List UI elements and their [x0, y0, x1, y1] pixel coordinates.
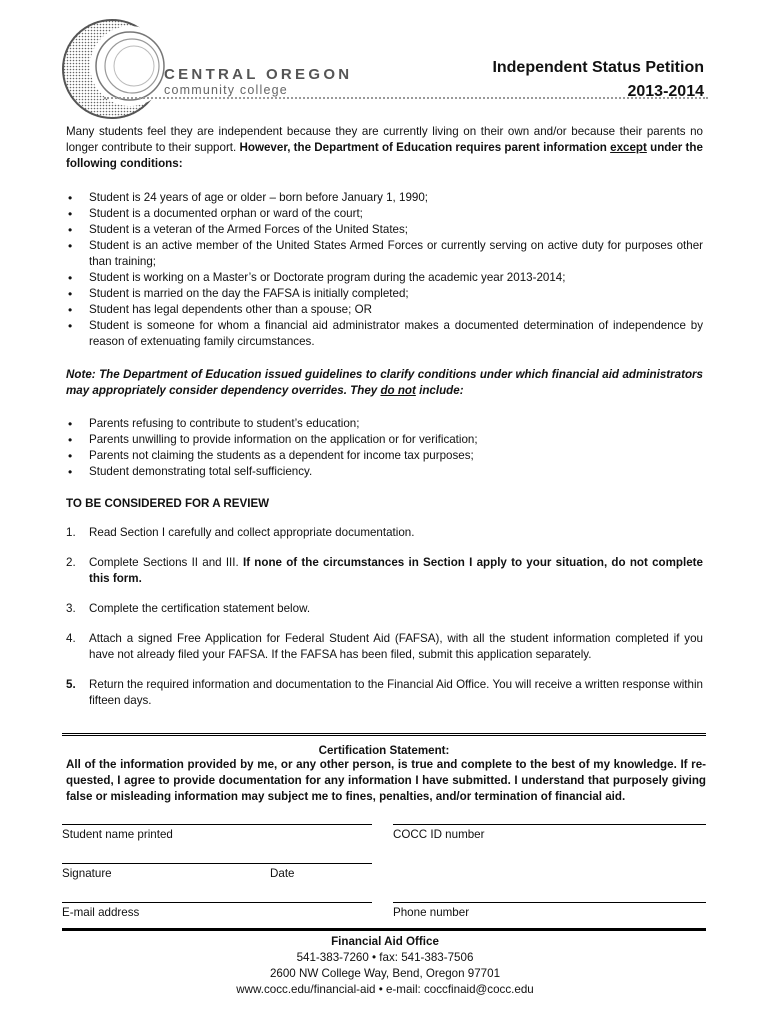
step-number: 2.: [66, 556, 76, 569]
list-item: • Student is someone for whom a financial aid administrator makes a documented determination of independence by reason of extenuating family circumstances.: [66, 318, 703, 350]
note-paragraph: [66, 367, 703, 399]
intro-text: Many students feel they are independent because they are currently living on their own and/or because their parents no longer contribute to their support.: [66, 125, 703, 154]
step-item: [66, 677, 703, 709]
list-item: • Student is married on the day the FAFSA is initially completed;: [66, 286, 703, 302]
step-text: Read Section I carefully and collect appropriate documentation.: [89, 526, 415, 539]
intro-bold-b: under the following conditions:: [66, 141, 703, 170]
email-field[interactable]: [62, 902, 372, 919]
steps-list: [66, 525, 703, 709]
field-label: E-mail address: [62, 906, 140, 919]
step-number: 4.: [66, 632, 76, 645]
list-item: • Student has legal dependents other than a spouse; OR: [66, 302, 703, 318]
step-text: Complete the certification statement below.: [89, 602, 311, 615]
field-label: Signature: [62, 867, 112, 880]
step-text: Complete Sections II and III.: [89, 556, 239, 569]
step-number: 5.: [66, 678, 76, 691]
office-phones: 541-383-7260 • fax: 541-383-7506: [296, 951, 474, 964]
office-web-email[interactable]: www.cocc.edu/financial-aid • e-mail: coccfinaid@cocc.edu: [236, 983, 534, 996]
double-rule: [62, 733, 706, 736]
intro-paragraph: [66, 124, 703, 172]
step-text: Attach a signed Free Application for Federal Student Aid (FAFSA), with all the student information completed if you have not already filed your FAFSA. If the FAFSA has been filed, submit this application separately.: [89, 632, 703, 661]
title-line: Independent Status Petition: [492, 59, 704, 76]
note-do-not: do not: [380, 384, 416, 397]
step-number: 3.: [66, 602, 76, 615]
field-label: Phone number: [393, 906, 470, 919]
certification-title: Certification Statement:: [318, 744, 450, 757]
student-name-field[interactable]: [62, 824, 372, 841]
exclusions-list: [66, 416, 703, 480]
title-year: 2013-2014: [627, 83, 704, 100]
office-address: 2600 NW College Way, Bend, Oregon 97701: [269, 967, 501, 980]
list-item: • Student is 24 years of age or older – born before January 1, 1990;: [66, 190, 703, 206]
step-text: Return the required information and documentation to the Financial Aid Office. You will receive a written response within fifteen days.: [89, 678, 703, 707]
review-heading: TO BE CONSIDERED FOR A REVIEW: [66, 497, 270, 510]
document-title: [492, 56, 704, 104]
footer-contact: [0, 934, 770, 998]
list-item: • Parents not claiming the students as a dependent for income tax purposes;: [66, 448, 703, 464]
intro-except: except: [610, 141, 647, 154]
step-item: [66, 631, 703, 663]
certification-text: All of the information provided by me, or any other person, is true and complete to the best of my knowledge. If re-quested, I agree to provide documentation for any information I have submitted. I understand that purposely giving false or misleading information may subject me to fines, penalties, and/or termination of financial aid.: [66, 758, 706, 803]
logo-name: CENTRAL OREGON: [164, 66, 353, 83]
college-logo: [60, 14, 353, 124]
field-label: COCC ID number: [393, 828, 485, 841]
step-item: [66, 525, 703, 541]
certification-section: [62, 733, 706, 805]
office-name: Financial Aid Office: [331, 935, 439, 948]
list-item: • Parents unwilling to provide information on the application or for verification;: [66, 432, 703, 448]
step-item: [66, 555, 703, 587]
step-item: [66, 601, 703, 617]
step-number: 1.: [66, 526, 76, 539]
signature-field[interactable]: [62, 863, 270, 880]
logo-circles-icon: [60, 14, 170, 124]
conditions-list: [66, 190, 703, 350]
list-item: • Student is a documented orphan or ward of the court;: [66, 206, 703, 222]
logo-subtitle: community college: [164, 83, 288, 97]
date-field[interactable]: [270, 863, 372, 880]
list-item: • Student is working on a Master’s or Doctorate program during the academic year 2013-2014;: [66, 270, 703, 286]
list-item: • Student demonstrating total self-sufficiency.: [66, 464, 703, 480]
phone-field[interactable]: [393, 902, 706, 919]
field-label: Date: [270, 867, 295, 880]
list-item: • Student is a veteran of the Armed Forces of the United States;: [66, 222, 703, 238]
note-text-a: Note: The Department of Education issued guidelines to clarify conditions under which financial aid administrators may appropriately consider dependency overrides. They: [66, 368, 703, 397]
list-item: • Student is an active member of the United States Armed Forces or currently serving on active duty for purposes other than training;: [66, 238, 703, 270]
footer-rule: [62, 928, 706, 931]
list-item: • Parents refusing to contribute to student’s education;: [66, 416, 703, 432]
intro-bold-a: However, the Department of Education requires parent information: [239, 141, 607, 154]
field-label: Student name printed: [62, 828, 173, 841]
step-bold-text: If none of the circumstances in Section I apply to your situation, do not complete this form.: [89, 556, 703, 585]
cocc-id-field[interactable]: [393, 824, 706, 841]
main-content: [66, 124, 703, 723]
note-text-b: include:: [419, 384, 464, 397]
